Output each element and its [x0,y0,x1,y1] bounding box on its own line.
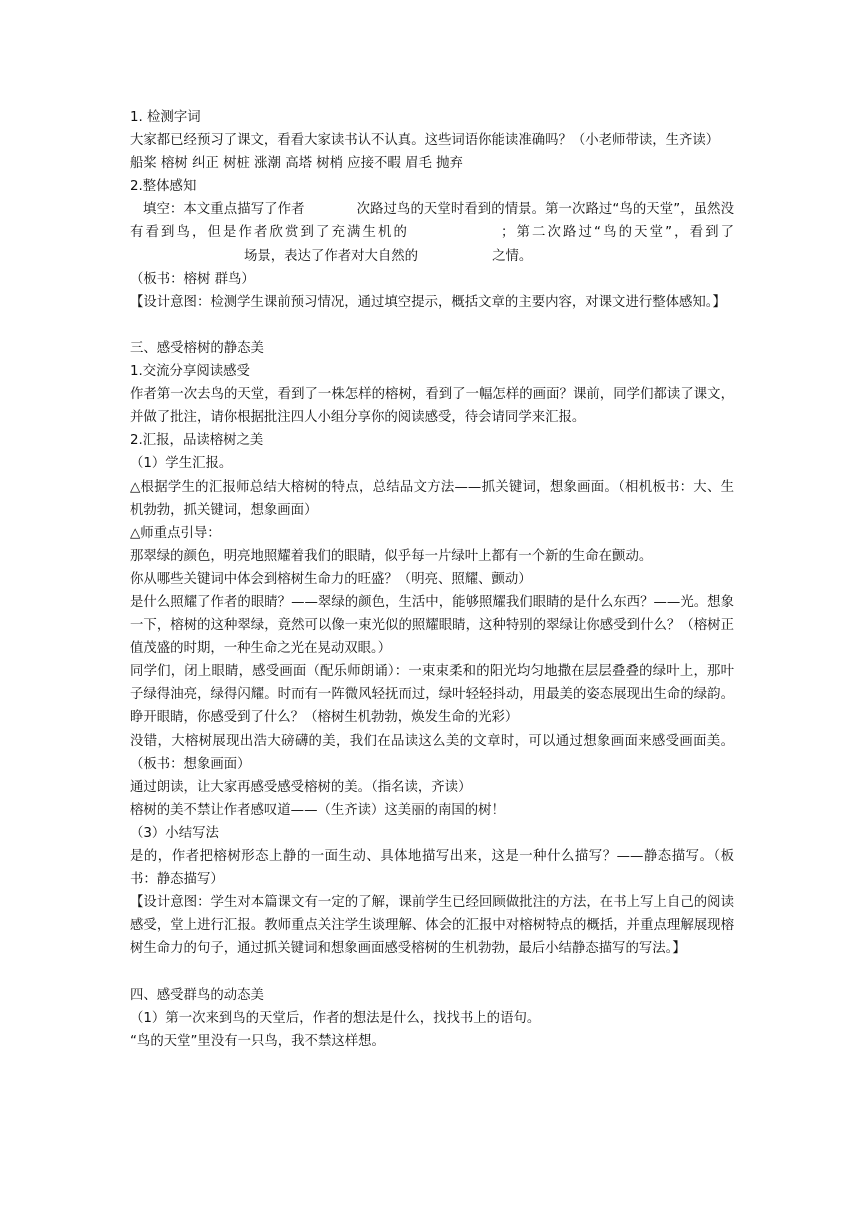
paragraph: （1）第一次来到鸟的天堂后，作者的想法是什么，找找书上的语句。 [130,1010,541,1026]
paragraph: △师重点引导： [130,525,221,541]
word-list: 船桨 榕树 纠正 树桩 涨潮 高塔 树梢 应接不暇 眉毛 抛弃 [130,156,463,172]
lesson-plan-body [130,106,734,1053]
heading-overall: 2.整体感知 [130,179,197,195]
section-heading-3: 三、感受榕树的静态美 [130,340,264,356]
paragraph: 没错，大榕树展现出浩大磅礴的美，我们在品读这么美的文章时，可以通过想象画面来感受画面美。（板书：想象画面） [130,733,734,772]
paragraph: 作者第一次去鸟的天堂，看到了一株怎样的榕树，看到了一幅怎样的画面？课前，同学们都读了课文，并做了批注，请你根据批注四人小组分享你的阅读感受，待会请同学来汇报。 [130,387,734,426]
paragraph: 大家都已经预习了课文，看看大家读书认不认真。这些词语你能读准确吗？（小老师带读，生齐读） [130,133,720,149]
heading-check-words: 1. 检测字词 [130,110,201,125]
paragraph: “鸟的天堂”里没有一只鸟，我不禁这样想。 [130,1033,385,1049]
paragraph: 通过朗读，让大家再感受感受榕树的美。（指名读，齐读） [130,779,472,795]
paragraph: 是什么照耀了作者的眼睛？——翠绿的颜色，生活中，能够照耀我们眼睛的是什么东西？——光。想象一下，榕树的这种翠绿，竟然可以像一束光似的照耀眼睛，这种特别的翠绿让你感受到什么？（榕树正值茂盛的时期，一种生命之光在晃动双眼。） [130,594,734,657]
subheading: （3）小结写法 [130,825,219,841]
paragraph: 同学们，闭上眼睛，感受画面（配乐师朗诵）：一束束柔和的阳光均匀地撒在层层叠叠的绿叶上，那叶子绿得油亮，绿得闪耀。时而有一阵微风轻抚而过，绿叶轻轻抖动，用最美的姿态展现出生命的绿韵。睁开眼睛，你感受到了什么？（榕树生机勃勃，焕发生命的光彩） [130,664,734,726]
design-intent: 【设计意图：学生对本篇课文有一定的了解，课前学生已经回顾做批注的方法，在书上写上自己的阅读感受，堂上进行汇报。教师重点关注学生谈理解、体会的汇报中对榕树特点的概括，并重点理解展现榕树生命力的句子，通过抓关键词和想象画面感受榕树的生机勃勃，最后小结静态描写的写法。】 [130,895,734,957]
fill-text: 场景，表达了作者对大自然的 [244,248,419,264]
design-intent: 【设计意图：检测学生课前预习情况，通过填空提示，概括文章的主要内容，对课文进行整体感知。】 [130,294,726,310]
fill-text: 之情。 [492,248,533,264]
spacer [130,960,734,983]
paragraph: 榕树的美不禁让作者感叹道——（生齐读）这美丽的南国的树！ [130,802,505,818]
paragraph: （1）学生汇报。 [130,456,233,472]
paragraph: 那翠绿的颜色，明亮地照耀着我们的眼睛，似乎每一片绿叶上都有一个新的生命在颤动。 [130,548,653,564]
paragraph: △根据学生的汇报师总结大榕树的特点，总结品文方法——抓关键词，想象画面。（相机板书：大、生机勃勃，抓关键词，想象画面） [130,479,734,518]
fill-in-paragraph [130,198,734,267]
fill-text: 次路过鸟的天堂时看到的情景。第一次路过“鸟的天堂”，虽然没有看到鸟，但是作者欣赏到了充满生机的 [130,202,735,241]
fill-text: 填空：本文重点描写了作者 [143,202,305,218]
fill-text: ；第二次路过“鸟的天堂”，看到了 [501,225,735,241]
paragraph: 是的，作者把榕树形态上静的一面生动、具体地描写出来，这是一种什么描写？——静态描写。（板书：静态描写） [130,849,734,888]
subheading: 1.交流分享阅读感受 [130,364,250,380]
paragraph: 你从哪些关键词中体会到榕树生命力的旺盛？（明亮、照耀、颤动） [130,571,532,587]
board-note: （板书：榕树 群鸟） [130,271,255,287]
subheading: 2.汇报，品读榕树之美 [130,433,264,449]
section-heading-4: 四、感受群鸟的动态美 [130,987,264,1003]
spacer [130,314,734,337]
